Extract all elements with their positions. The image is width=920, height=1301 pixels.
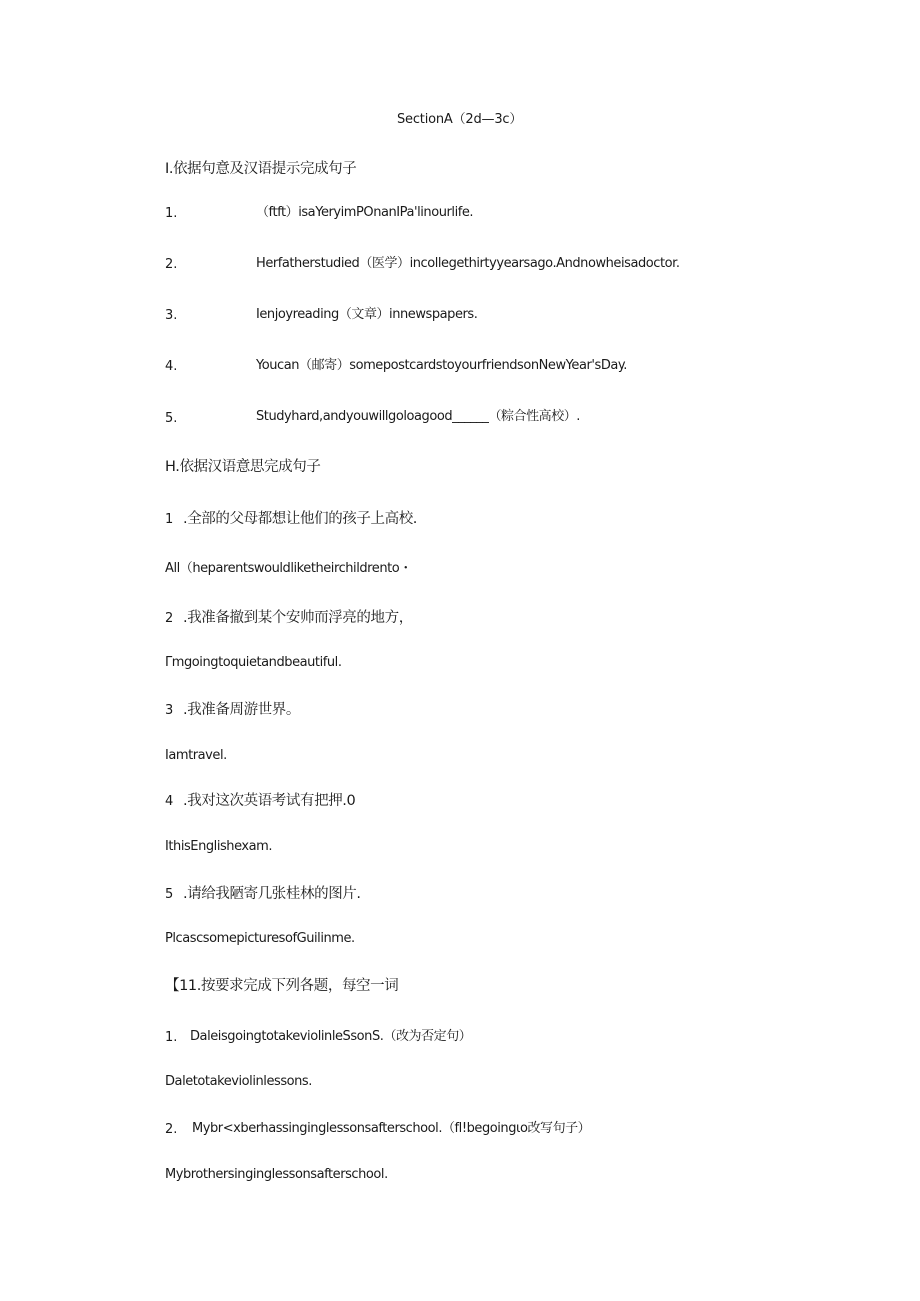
item-number: 4 xyxy=(165,794,174,809)
item-number: 2. xyxy=(165,1122,178,1137)
rewrite-question: Mybr<xberhassinginglessonsafterschool.（fl!begoingιo改写句子） xyxy=(192,1121,591,1136)
english-answer-line: PlcascsomepicturesofGuilinme. xyxy=(165,931,355,946)
exercise-sentence: Herfatherstudied（医学）incollegethirtyyearsago.Andnowheisadoctor. xyxy=(256,256,680,271)
chinese-prompt: .我准备撤到某个安帅而浮亮的地方， xyxy=(183,610,413,626)
chinese-prompt: .全部的父母都想让他们的孩子上高校. xyxy=(183,511,418,527)
rewrite-answer-line: Daletotakeviolinlessons. xyxy=(165,1074,312,1089)
english-answer-line: Γmgoingtoquietandbeautiful. xyxy=(165,655,342,670)
item-number: 2. xyxy=(165,257,178,272)
exercise-sentence: Youcan（邮寄）somepostcardstoyourfriendsonNewYear'sDay. xyxy=(256,358,627,373)
rewrite-question: DaleisgoingtotakeviolinleSsonS.（改为否定句） xyxy=(190,1029,472,1044)
item-number: 5. xyxy=(165,411,178,426)
chinese-prompt: .请给我陋寄几张桂林的图片. xyxy=(183,886,361,902)
item-number: 3 xyxy=(165,703,174,718)
english-answer-line: Iamtravel. xyxy=(165,748,227,763)
section-heading-part2: H.依据汉语意思完成句子 xyxy=(165,459,321,475)
section-heading-part3: 【11.按要求完成下列各题，每空一词 xyxy=(165,978,399,994)
rewrite-answer-line: Mybrothersinginglessonsafterschool. xyxy=(165,1167,388,1182)
item-number: 4. xyxy=(165,359,178,374)
exercise-sentence: Ienjoyreading（文章）innewspapers. xyxy=(256,307,478,322)
page-title: SectionA（2d—3c） xyxy=(397,112,523,127)
item-number: 3. xyxy=(165,308,178,323)
exercise-sentence: Studyhard,andyouwillgoloagood______（粽合性高校）. xyxy=(256,409,580,424)
chinese-prompt: .我对这次英语考试有把押.0 xyxy=(183,793,356,809)
section-heading-part1: I.依据句意及汉语提示完成句子 xyxy=(165,161,357,177)
item-number: 5 xyxy=(165,887,174,902)
item-number: 1. xyxy=(165,206,178,221)
chinese-prompt: .我准备周游世界。 xyxy=(183,702,301,718)
item-number: 1 xyxy=(165,512,174,527)
english-answer-line: IthisEnglishexam. xyxy=(165,839,273,854)
english-answer-line: All（heparentswouldliketheirchildrento・ xyxy=(165,561,412,576)
exercise-sentence: （ftft）isaYeryimPOnanIPa'linourlife. xyxy=(256,205,474,220)
item-number: 1. xyxy=(165,1030,178,1045)
item-number: 2 xyxy=(165,611,174,626)
